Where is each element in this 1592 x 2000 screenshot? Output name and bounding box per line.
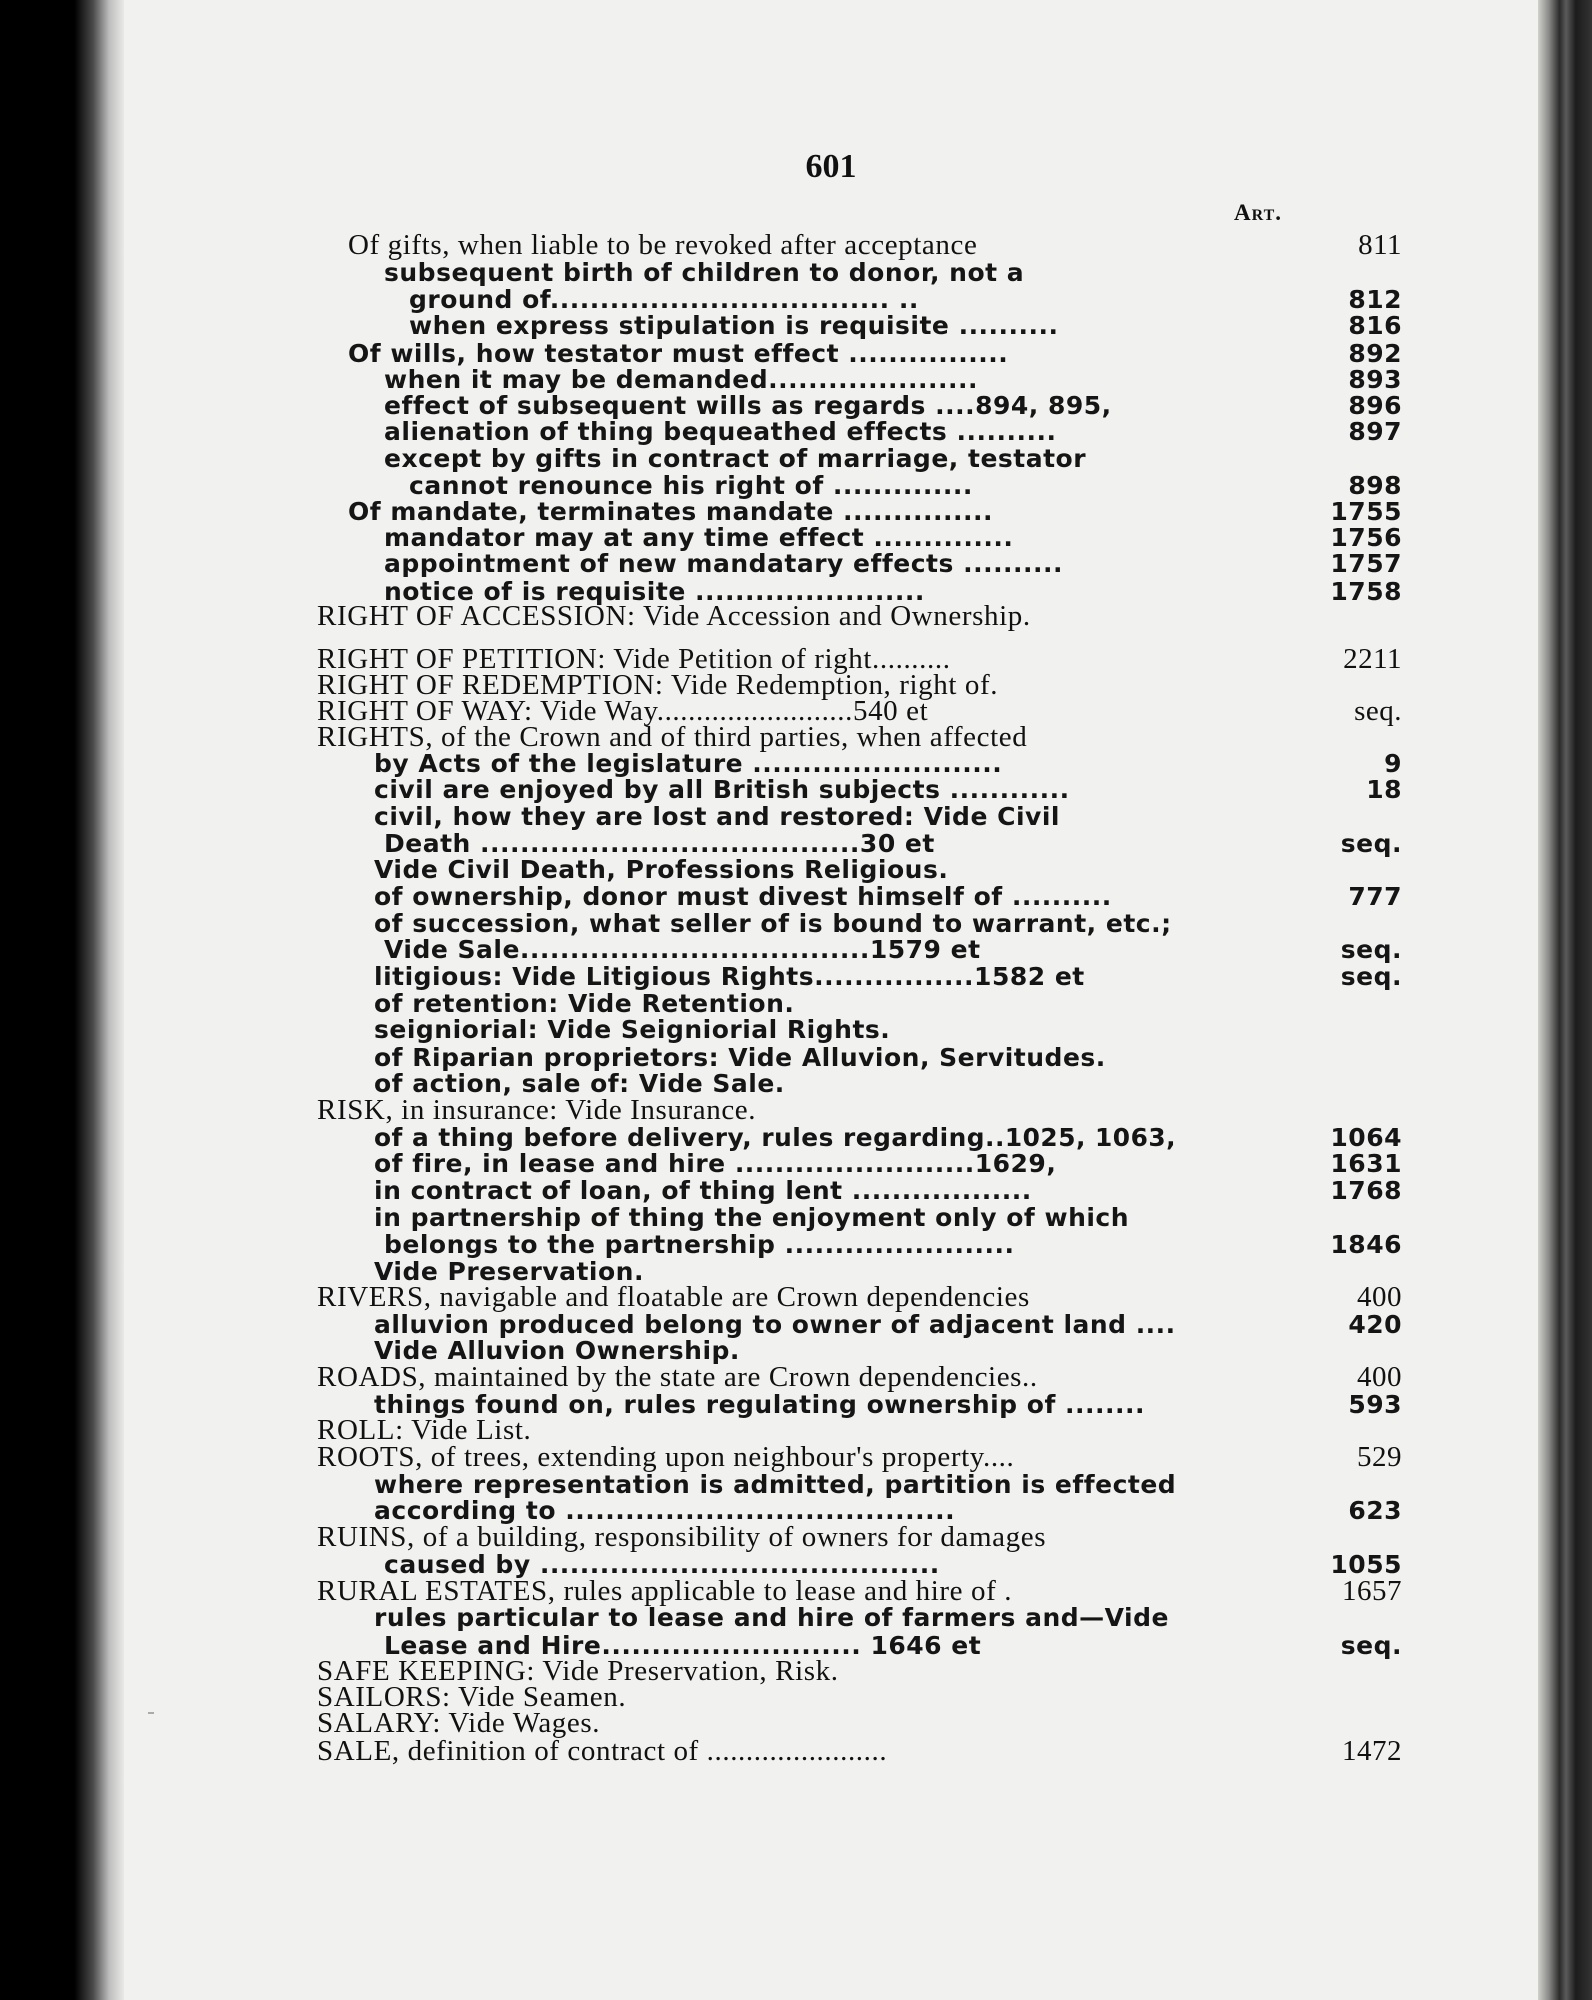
index-line-text: Of gifts, when liable to be revoked after acceptance: [348, 229, 978, 261]
index-line: [317, 1735, 1402, 1767]
index-line: [374, 1070, 785, 1097]
index-line-text: RIGHT OF WAY: Vide Way.........................540 et: [317, 695, 929, 727]
page-number: 601: [805, 148, 857, 185]
index-line-text: in partnership of thing the enjoyment only of which: [374, 1203, 1130, 1232]
index-line: [384, 365, 1402, 394]
index-line-text: effect of subsequent wills as regards ....894, 895,: [384, 391, 1112, 420]
index-line-text: things found on, rules regulating ownership of ........: [374, 1390, 1146, 1419]
article-ref: seq.: [1340, 1631, 1402, 1660]
index-line-text: of fire, in lease and hire ........................1629,: [374, 1149, 1057, 1178]
article-ref: 593: [1348, 1390, 1402, 1419]
index-line: [409, 471, 1402, 500]
index-line-text: belongs to the partnership .......................: [384, 1230, 1015, 1259]
index-line: [374, 1204, 1129, 1231]
index-line-text: rules particular to lease and hire of farmers and—Vide: [374, 1603, 1169, 1632]
index-line: [384, 391, 1402, 420]
index-line: [374, 1044, 1106, 1071]
article-ref: seq.: [1340, 935, 1402, 964]
index-line: [317, 1414, 532, 1446]
index-line: [348, 229, 1402, 261]
article-ref: 811: [1358, 229, 1402, 261]
index-line: [374, 962, 1402, 991]
article-ref: 816: [1348, 311, 1402, 340]
index-line-text: RUINS, of a building, responsibility of owners for damages: [317, 1521, 1047, 1553]
index-line: [317, 1441, 1402, 1473]
index-line-text: when express stipulation is requisite ..........: [409, 311, 1059, 340]
index-line-text: civil are enjoyed by all British subjects ............: [374, 775, 1070, 804]
index-line-text: ground of.................................. ..: [409, 285, 919, 314]
article-ref: 812: [1348, 285, 1402, 314]
index-line: [374, 1337, 740, 1364]
index-line-text: alluvion produced belong to owner of adjacent land ....: [374, 1310, 1176, 1339]
index-line: [374, 775, 1402, 804]
index-line: [374, 1016, 890, 1043]
article-ref: 1755: [1330, 497, 1402, 526]
index-line-text: civil, how they are lost and restored: Vide Civil: [374, 802, 1060, 831]
index-line-text: SAFE KEEPING: Vide Preservation, Risk.: [317, 1655, 839, 1687]
index-line-text: Vide Sale...................................1579 et: [384, 935, 981, 964]
index-line-text: when it may be demanded.....................: [384, 365, 979, 394]
index-entries: [124, 0, 1538, 2000]
article-ref: 1064: [1330, 1123, 1402, 1152]
article-ref: 2211: [1343, 643, 1402, 675]
index-line-text: of a thing before delivery, rules regarding..1025, 1063,: [374, 1123, 1177, 1152]
index-line: [384, 445, 1086, 472]
index-line: [317, 1281, 1402, 1313]
index-line-text: Of mandate, terminates mandate ...............: [348, 497, 993, 526]
article-ref: 892: [1348, 339, 1402, 368]
index-line: [317, 721, 1028, 753]
article-ref: 1846: [1330, 1230, 1402, 1259]
index-line: [374, 749, 1402, 778]
index-line: [374, 1123, 1402, 1152]
index-line: [374, 882, 1402, 911]
article-ref: 400: [1357, 1281, 1402, 1313]
index-line-text: alienation of thing bequeathed effects ..........: [384, 417, 1057, 446]
article-ref: 1768: [1330, 1176, 1402, 1205]
index-line: [348, 339, 1402, 368]
index-line-text: of retention: Vide Retention.: [374, 989, 795, 1018]
index-line: [384, 417, 1402, 446]
article-ref: 1756: [1330, 523, 1402, 552]
stray-mark: [148, 1712, 154, 1714]
index-line: [317, 1521, 1047, 1553]
index-line: [317, 1575, 1402, 1607]
index-line-text: Vide Alluvion Ownership.: [374, 1336, 740, 1365]
index-line-text: SALARY: Vide Wages.: [317, 1707, 601, 1739]
article-ref: 896: [1348, 391, 1402, 420]
index-line: [374, 1149, 1402, 1178]
index-line-text: caused by ........................................: [384, 1550, 940, 1579]
index-line: [384, 935, 1402, 964]
article-ref: 400: [1357, 1361, 1402, 1393]
index-line: [374, 1310, 1402, 1339]
article-ref: seq.: [1340, 829, 1402, 858]
index-line-text: Vide Civil Death, Professions Religious.: [374, 855, 949, 884]
book-page: [124, 0, 1538, 2000]
index-line-text: according to .......................................: [374, 1496, 956, 1525]
article-ref: 898: [1348, 471, 1402, 500]
index-line: [374, 990, 794, 1017]
index-line-text: Lease and Hire.......................... 1646 et: [384, 1631, 982, 1660]
page-stack-edge: [1538, 0, 1592, 2000]
index-line-text: SALE, definition of contract of .......................: [317, 1735, 888, 1767]
article-ref: 1631: [1330, 1149, 1402, 1178]
index-line-text: RIGHT OF ACCESSION: Vide Accession and Ownership.: [317, 600, 1031, 632]
article-ref: 897: [1348, 417, 1402, 446]
index-line-text: subsequent birth of children to donor, not a: [384, 258, 1025, 287]
index-line: [374, 1176, 1402, 1205]
index-line-text: except by gifts in contract of marriage, testator: [384, 444, 1087, 473]
index-line-text: litigious: Vide Litigious Rights................1582 et: [374, 962, 1085, 991]
index-line-text: ROLL: Vide List.: [317, 1414, 532, 1446]
index-line-text: RIVERS, navigable and floatable are Crown dependencies: [317, 1281, 1030, 1313]
article-ref: 529: [1357, 1441, 1402, 1473]
index-line-text: RIGHT OF PETITION: Vide Petition of right..........: [317, 643, 951, 675]
index-line-text: RIGHT OF REDEMPTION: Vide Redemption, right of.: [317, 669, 999, 701]
index-line-text: of ownership, donor must divest himself of ..........: [374, 882, 1112, 911]
article-ref: seq.: [1340, 962, 1402, 991]
index-line: [348, 497, 1402, 526]
index-line: [384, 1550, 1402, 1579]
index-line: [317, 1707, 601, 1739]
index-line-text: where representation is admitted, partition is effected: [374, 1470, 1177, 1499]
article-ref: 420: [1348, 1310, 1402, 1339]
index-line: [374, 856, 948, 883]
article-ref: 1758: [1330, 577, 1402, 606]
book-spine-shadow: [0, 0, 124, 2000]
article-ref: 1757: [1330, 549, 1402, 578]
index-line-text: of action, sale of: Vide Sale.: [374, 1069, 785, 1098]
index-line-text: of succession, what seller of is bound to warrant, etc.;: [374, 909, 1172, 938]
index-line-text: Death ......................................30 et: [384, 829, 935, 858]
index-line: [384, 259, 1024, 286]
index-line-text: of Riparian proprietors: Vide Alluvion, Servitudes.: [374, 1043, 1106, 1072]
article-column-header: Art.: [1234, 200, 1283, 225]
index-line-text: SAILORS: Vide Seamen.: [317, 1681, 627, 1713]
index-line-text: notice of is requisite .......................: [384, 577, 925, 606]
index-line: [409, 311, 1402, 340]
index-line-text: ROOTS, of trees, extending upon neighbour's property....: [317, 1441, 1015, 1473]
article-ref: 18: [1366, 775, 1402, 804]
index-line: [317, 1361, 1402, 1393]
article-ref: seq.: [1354, 695, 1402, 727]
index-line-text: Vide Preservation.: [374, 1257, 644, 1286]
article-ref: 777: [1348, 882, 1402, 911]
index-line-text: mandator may at any time effect ..............: [384, 523, 1014, 552]
index-line-text: RISK, in insurance: Vide Insurance.: [317, 1094, 757, 1126]
article-ref: 9: [1384, 749, 1402, 778]
index-line: [374, 803, 1060, 830]
index-line: [384, 549, 1402, 578]
index-line-text: RIGHTS, of the Crown and of third parties, when affected: [317, 721, 1028, 753]
index-line: [317, 1094, 757, 1126]
index-line-text: appointment of new mandatary effects ..........: [384, 549, 1064, 578]
index-line: [384, 1230, 1402, 1259]
index-line-text: in contract of loan, of thing lent ..................: [374, 1176, 1032, 1205]
index-line-text: cannot renounce his right of ..............: [409, 471, 973, 500]
article-ref: 1657: [1342, 1575, 1402, 1607]
index-line: [374, 910, 1172, 937]
index-line: [374, 1496, 1402, 1525]
index-line-text: by Acts of the legislature .........................: [374, 749, 1003, 778]
index-line: [317, 600, 1031, 632]
article-ref: 893: [1348, 365, 1402, 394]
index-line-text: Of wills, how testator must effect ................: [348, 339, 1009, 368]
index-line-text: ROADS, maintained by the state are Crown dependencies..: [317, 1361, 1038, 1393]
index-line: [374, 1604, 1169, 1631]
index-line: [384, 523, 1402, 552]
article-ref: 1055: [1330, 1550, 1402, 1579]
index-line-text: seigniorial: Vide Seigniorial Rights.: [374, 1015, 891, 1044]
article-ref: 623: [1348, 1496, 1402, 1525]
article-ref: 1472: [1342, 1735, 1402, 1767]
index-line: [409, 285, 1402, 314]
index-line: [384, 829, 1402, 858]
index-line-text: RURAL ESTATES, rules applicable to lease and hire of .: [317, 1575, 1013, 1607]
index-line: [374, 1471, 1176, 1498]
